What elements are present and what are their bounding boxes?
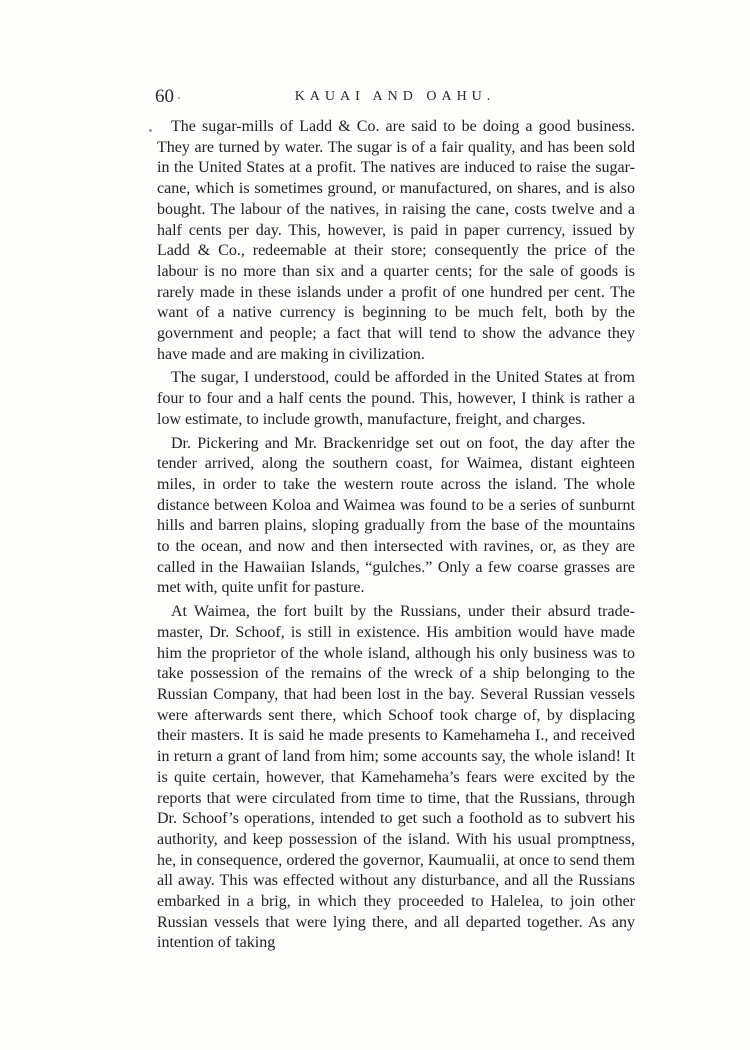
paragraph-sugar-mills: The sugar-mills of Ladd & Co. are said to be doing a good business. They are turned by water. The sugar is of a fair quality, and has been sold in the United States at a profit. The natives are induced to raise the sugar-cane, which is sometimes ground, or manufactured, on shares, and is also bought. The labour of the natives, in raising the cane, costs twelve and a half cents per day. This, however, is paid in paper currency, issued by Ladd & Co., redeemable at their store; consequently the price of the labour is no more than six and a quarter cents; for the sale of goods is rarely made in these islands under a profit of one hundred per cent. The want of a native currency is beginning to be much felt, both by the government and people; a fact that will tend to show the advance they have made and are making in civilization. [157, 118, 635, 363]
page-number: 60 [155, 86, 174, 107]
paragraph-sugar-price: The sugar, I understood, could be afforded in the United States at from four to four and a half cents the pound. This, however, I think is rather a low estimate, to include growth, manufacture, freight, and charges. [157, 369, 635, 428]
body-text [157, 117, 635, 957]
running-head: KAUAI AND OAHU. [294, 89, 496, 104]
paragraph-pickering-journey: Dr. Pickering and Mr. Brackenridge set out on foot, the day after the tender arrived, along the southern coast, for Waimea, distant eighteen miles, in order to take the western route across the island. The whole distance between Koloa and Waimea was found to be a series of sunburnt hills and barren plains, sloping gradually from the base of the mountains to the ocean, and now and then intersected with ravines, or, as they are called in the Hawaiian Islands, “gulches.” Only a few coarse grasses are met with, quite unfit for pasture. [157, 434, 635, 597]
page-header [155, 86, 635, 114]
scan-speck [149, 129, 152, 132]
paragraph-waimea-fort: At Waimea, the fort built by the Russians, under their absurd trade-master, Dr. Schoof, is still in existence. His ambition would have made him the proprietor of the whole island, although his only business was to take possession of the remains of the wreck of a ship belonging to the Russian Company, that had been lost in the bay. Several Russian vessels were afterwards sent there, which Schoof took charge of, by displacing their masters. It is said he made presents to Kamehameha I., and received in return a grant of land from him; some accounts say, the whole island! It is quite certain, however, that Kamehameha’s fears were excited by the reports that were circulated from time to time, that the Russians, through Dr. Schoof’s operations, intended to get such a foothold as to subvert his authority, and keep possession of the island. With his usual promptness, he, in consequence, ordered the governor, Kaumualii, at once to send them all away. This was effected without any disturbance, and all the Russians embarked in a brig, in which they proceeded to Halelea, to join other Russian vessels that were lying there, and all departed together. As any intention of taking [157, 603, 635, 952]
scan-speck [178, 97, 180, 99]
